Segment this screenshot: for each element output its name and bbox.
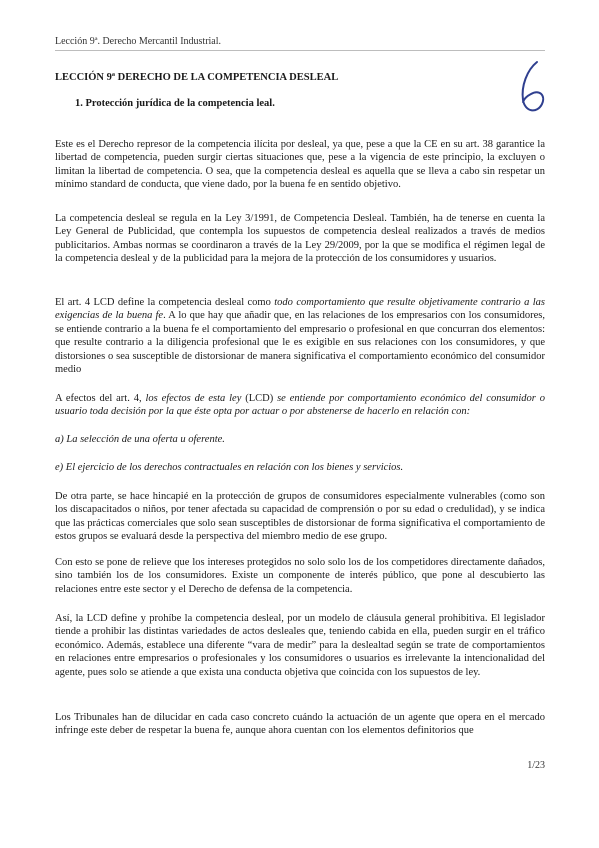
- p3-text-a: El art. 4 LCD define la competencia desleal como: [55, 297, 275, 308]
- paragraph-1: Este es el Derecho represor de la competencia ilícita por desleal, ya que, pese a que la CE en su art. 38 garantice la libertad de competencia, pueden surgir ciertas situaciones que, pese a la vigencia de este principio, la excluyen o limitan la libertad de competencia. O sea, que la competencia desleal es aquella que se lleva a cabo sin respetar un mínimo standard de conducta, que viene dado, por la buena fe en sentido objetivo.: [55, 139, 545, 191]
- paragraph-4: [55, 392, 545, 419]
- p4-italic-a: los efectos de esta ley: [145, 393, 242, 404]
- p4-italic-b: se entiende por comportamiento económico del consumidor o usuario toda decisión por la que éste opta por actuar o por abstenerse de hacerlo en relación con:: [55, 393, 545, 418]
- p3-text-c: . A lo que hay que añadir que, en las relaciones de los empresarios con los consumidores, se entiende contrario a la buena fe el comportamiento del empresario o profesional en que concurran dos elementos: que resulte contrario a la diligencia profesional que le es exigible en sus relaciones con los consumidores, y que distorsiones o sea susceptible de distorsionar de manera significativa el comportamiento económico del consumidor medio: [55, 310, 545, 376]
- section-heading: 1. Protección jurídica de la competencia leal.: [75, 98, 275, 109]
- handwritten-mark: [515, 58, 551, 116]
- list-item-a: a) La selección de una oferta u oferente.: [55, 434, 225, 445]
- paragraph-10: Los Tribunales han de dilucidar en cada caso concreto cuándo la actuación de un agente que opera en el mercado infringe este deber de respetar la buena fe, aunque ahora cuentan con los elementos definitorios que: [55, 712, 545, 737]
- running-header: Lección 9ª. Derecho Mercantil Industrial.: [55, 36, 545, 51]
- p3-definition-italic: todo comportamiento que resulte objetivamente contrario a las exigencias de la buena fe: [55, 297, 545, 322]
- paragraph-7: De otra parte, se hace hincapié en la protección de grupos de consumidores especialmente vulnerables (como son los discapacitados o niños, por tener afectada su capacidad de comprensión o por su edad o credulidad), y se indica que las prácticas comerciales que solo sean susceptibles de distorsionar de forma significativa el comportamiento de estos grupos se evaluará desde la perspectiva del miembro medio de ese grupo.: [55, 491, 545, 543]
- paragraph-9: Así, la LCD define y prohíbe la competencia desleal, por un modelo de cláusula general prohibitiva. El legislador tiende a prohibir las distintas variedades de actos desleales que, teniendo cabida en ella, pueden surgir en el tráfico económico. Además, establece una diferente “vara de medir” para la deslealtad según se trate de comportamientos en relaciones entre empresarios o profesionales y los consumidores o usuarios es irrelevante la intencionalidad del agente, pues solo se atiende a que exista una conducta objetiva que coincida con los supuestos de ley.: [55, 613, 545, 678]
- lesson-title: LECCIÓN 9ª DERECHO DE LA COMPETENCIA DESLEAL: [55, 72, 339, 83]
- p4-text-c: (LCD): [241, 393, 278, 404]
- paragraph-8: Con esto se pone de relieve que los intereses protegidos no solo solo los de los competidores directamente dañados, sino también los de los consumidores. Existe un componente de interés público, que pone al descubierto las relaciones entre este sector y el Derecho de defensa de la competencia.: [55, 557, 545, 595]
- p4-text-a: A efectos del art. 4,: [55, 393, 146, 404]
- paragraph-3: [55, 296, 545, 376]
- list-item-e: e) El ejercicio de los derechos contractuales en relación con los bienes y servicios.: [55, 462, 404, 473]
- paragraph-2: La competencia desleal se regula en la Ley 3/1991, de Competencia Desleal. También, ha de tenerse en cuenta la Ley General de Publicidad, que contempla los supuestos de competencia desleal realizados a través de medios publicitarios. Ambas normas se coordinaron a través de la Ley 29/2009, por la que se modifica el régimen legal de la competencia desleal y de la publicidad para la mejora de la protección de los consumidores y usuarios.: [55, 213, 545, 265]
- page-number: 1/23: [527, 760, 545, 771]
